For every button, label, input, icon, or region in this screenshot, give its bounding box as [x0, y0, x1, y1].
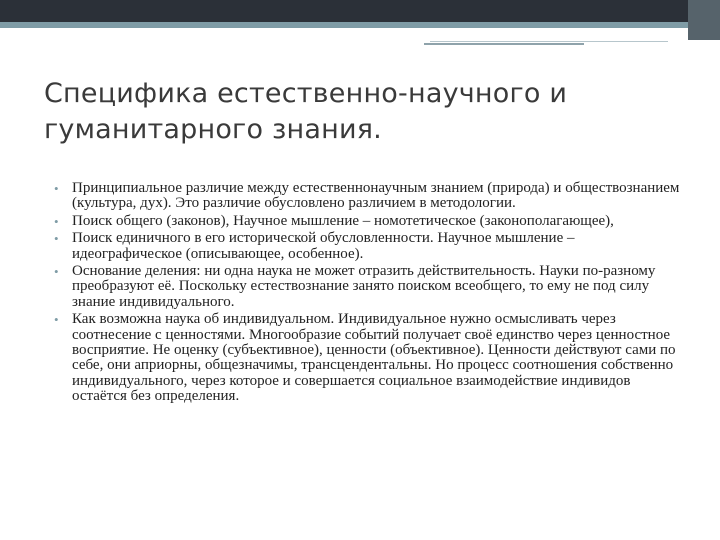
- bullet-icon: •: [54, 312, 59, 328]
- bullet-item: [54, 231, 684, 262]
- title-line-2: гуманитарного знания.: [44, 114, 382, 145]
- top-accent-stripe: [0, 22, 720, 28]
- decorative-rule-thin: [430, 41, 668, 42]
- bullet-icon: •: [54, 231, 59, 247]
- bullet-icon: •: [54, 181, 59, 196]
- bullet-text: Как возможна наука об индивидуальном. Индивидуальное нужно осмысливать через соотнесение с ценностями. Многообразие событий получает своё единство через ценностное восприятие. Не оценку (субъективное), ценности (объективное). Ценности действуют сами по себе, они априорны, общезначимы, трансцендентальны. Но процесс соотношения собственно индивидуального, через которое и совершается социальное взаимодействие индивидов остаётся без определения.: [72, 311, 676, 405]
- bullet-item: [54, 312, 684, 404]
- bullet-text: Основание деления: ни одна наука не может отразить действительность. Науки по-разному преобразуют её. Поскольку естествознание занято поиском всеобщего, то ему не под силу знание индивидуального.: [72, 263, 656, 310]
- title-line-1: Специфика естественно-научного и: [44, 78, 568, 109]
- bullet-text: Принципиальное различие между естественнонаучным знанием (природа) и обществознанием (культура, дух). Это различие обусловлено различием в методологии.: [72, 180, 680, 212]
- slide-title: [44, 76, 684, 148]
- bullet-text: Поиск общего (законов), Научное мышление – номотетическое (законополагающее),: [72, 212, 614, 229]
- bullet-icon: •: [54, 213, 59, 229]
- top-bar: [0, 0, 720, 22]
- corner-accent: [688, 0, 720, 40]
- bullet-item: [54, 214, 684, 229]
- bullet-text: Поиск единичного в его исторической обусловленности. Научное мышление – идеографическое (описывающее, особенное).: [72, 230, 575, 262]
- bullet-item: [54, 181, 684, 212]
- bullet-item: [54, 264, 684, 310]
- bullet-list: [54, 181, 684, 407]
- bullet-icon: •: [54, 264, 59, 280]
- decorative-rule: [424, 43, 584, 45]
